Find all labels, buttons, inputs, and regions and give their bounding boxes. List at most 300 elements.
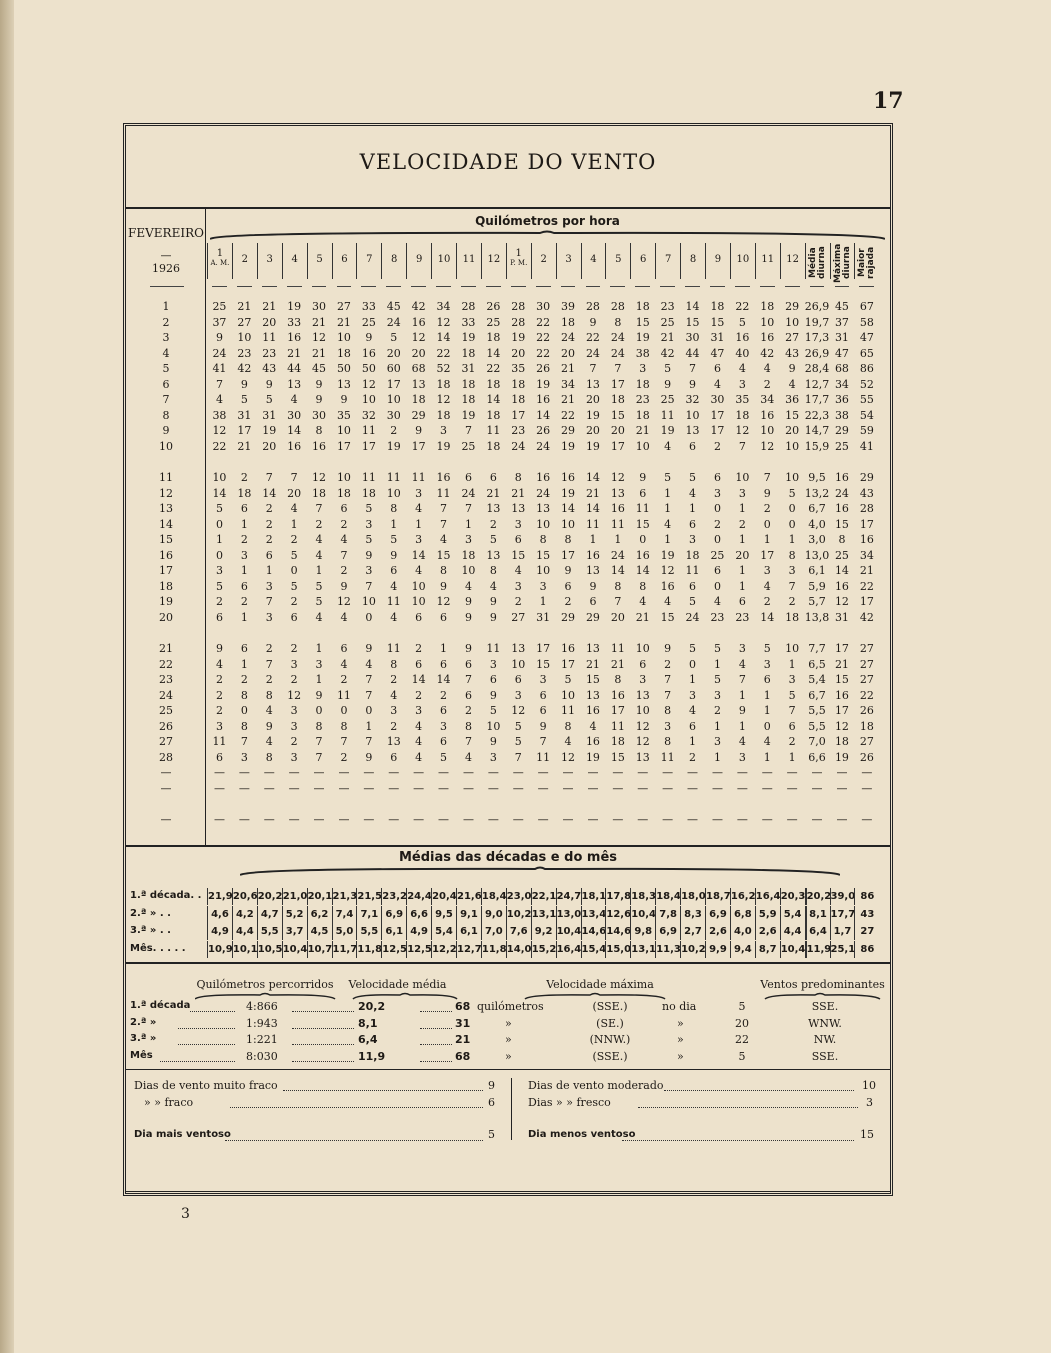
means-cell: 21,5 bbox=[356, 888, 381, 905]
table-cell: 60 bbox=[386, 362, 401, 375]
table-cell: — bbox=[338, 781, 350, 795]
summary-km: 1:943 bbox=[246, 1016, 278, 1030]
table-cell: 2 bbox=[713, 704, 721, 717]
table-cell: 35 bbox=[336, 408, 351, 422]
table-cell: — bbox=[836, 781, 848, 795]
table-cell: — bbox=[637, 766, 649, 779]
summary-max: 68 bbox=[455, 1000, 471, 1013]
table-cell: 16 bbox=[735, 331, 750, 344]
means-cell: 21,0 bbox=[282, 888, 307, 905]
table-cell: 19 bbox=[561, 439, 576, 453]
table-cell: 11 bbox=[386, 471, 401, 484]
means-cell: 20,3 bbox=[780, 888, 805, 905]
table-cell: 2 bbox=[415, 688, 423, 702]
table-cell: 2 bbox=[265, 517, 273, 531]
table-cell: 6 bbox=[265, 548, 273, 562]
table-cell: 4 bbox=[763, 735, 771, 748]
table-cell: 0 bbox=[788, 502, 796, 515]
table-cell: 21 bbox=[336, 315, 351, 329]
table-cell: 2 bbox=[340, 564, 348, 577]
header-dash bbox=[486, 286, 501, 288]
table-cell: — bbox=[263, 766, 275, 779]
table-cell: 7 bbox=[464, 502, 472, 515]
table-cell: 15 bbox=[685, 315, 700, 329]
table-cell: 8 bbox=[265, 750, 273, 764]
book-spine-edge bbox=[0, 0, 14, 1353]
day-label: 1 bbox=[162, 300, 170, 313]
table-cell: 6 bbox=[390, 564, 398, 577]
day-label: 3 bbox=[162, 331, 170, 344]
table-cell: 27 bbox=[859, 673, 874, 686]
table-cell: 6 bbox=[240, 502, 248, 515]
rule-bottom bbox=[126, 1191, 890, 1192]
day-label: 14 bbox=[159, 517, 173, 531]
table-cell: 11 bbox=[411, 471, 426, 484]
rule-days bbox=[126, 1069, 890, 1070]
table-cell: 29 bbox=[561, 424, 576, 437]
table-cell: 86 bbox=[859, 362, 874, 375]
dots bbox=[230, 1107, 483, 1108]
table-cell: 19,7 bbox=[804, 315, 830, 329]
table-cell: 17,3 bbox=[804, 331, 830, 344]
means-cell: 23,0 bbox=[506, 888, 531, 905]
rule-top bbox=[126, 207, 890, 209]
summary-unit: quilómetros bbox=[477, 1000, 544, 1013]
table-cell: 16 bbox=[536, 393, 551, 406]
table-cell: 8 bbox=[514, 471, 522, 484]
table-cell: 2 bbox=[415, 642, 423, 655]
table-cell: 7 bbox=[738, 673, 746, 686]
table-cell: 12,7 bbox=[804, 377, 830, 391]
table-cell: 13 bbox=[486, 548, 501, 562]
table-cell: 4 bbox=[415, 750, 423, 764]
hour-number: 11 bbox=[761, 254, 775, 265]
table-cell: — bbox=[711, 813, 723, 826]
table-cell: 30 bbox=[536, 300, 551, 313]
table-cell: 2 bbox=[215, 673, 223, 686]
table-cell: 2 bbox=[390, 673, 398, 686]
table-cell: 20 bbox=[585, 424, 600, 437]
means-cell: 11,8 bbox=[356, 941, 381, 958]
table-cell: 15 bbox=[635, 315, 650, 329]
table-cell: 8 bbox=[440, 564, 448, 577]
means-cell: 5,4 bbox=[780, 906, 805, 923]
table-cell: 13 bbox=[511, 502, 526, 515]
days-separator bbox=[511, 1078, 512, 1140]
table-cell: 2 bbox=[564, 595, 572, 608]
table-cell: 6 bbox=[240, 579, 248, 593]
table-cell: 11 bbox=[610, 517, 625, 531]
table-cell: 0 bbox=[340, 704, 348, 717]
table-cell: 2 bbox=[290, 735, 298, 748]
table-cell: 1 bbox=[763, 750, 771, 764]
table-cell: 10 bbox=[635, 704, 650, 717]
table-cell: 3 bbox=[215, 719, 223, 733]
table-cell: 2 bbox=[340, 517, 348, 531]
rule-summary bbox=[126, 962, 890, 964]
table-cell: 35 bbox=[735, 393, 750, 406]
hour-header-9 bbox=[431, 243, 456, 279]
means-cell: 2,6 bbox=[705, 923, 730, 940]
table-cell: 0 bbox=[763, 517, 771, 531]
table-cell: 1 bbox=[788, 750, 796, 764]
means-cell: 14,0 bbox=[506, 941, 531, 958]
table-cell: 19 bbox=[561, 486, 576, 500]
summary-media: 11,9 bbox=[358, 1049, 386, 1063]
table-cell: 19 bbox=[436, 439, 451, 453]
table-cell: 12 bbox=[436, 315, 451, 329]
means-cell: 16,4 bbox=[556, 941, 581, 958]
table-cell: 3 bbox=[365, 564, 373, 577]
dots bbox=[638, 1107, 858, 1108]
table-cell: 2 bbox=[215, 595, 223, 608]
header-dash bbox=[150, 286, 184, 288]
table-cell: 11 bbox=[386, 642, 401, 655]
means-cell: 7,1 bbox=[356, 906, 381, 923]
hour-number: 6 bbox=[640, 254, 647, 265]
summary-prevailing: SSE. bbox=[811, 1000, 839, 1013]
means-cell: 10,4 bbox=[282, 941, 307, 958]
table-cell: 13 bbox=[536, 502, 551, 515]
rule-means bbox=[126, 845, 890, 847]
table-cell: 1 bbox=[763, 688, 771, 702]
label-dia-mais-ventoso: Dia mais ventoso bbox=[134, 1129, 231, 1140]
table-cell: 0 bbox=[365, 704, 373, 717]
table-cell: 3 bbox=[215, 564, 223, 577]
means-cell: 14,6 bbox=[605, 923, 630, 940]
table-cell: 1 bbox=[539, 595, 547, 608]
table-cell: 5 bbox=[738, 315, 746, 329]
table-cell: 17 bbox=[710, 408, 725, 422]
table-cell: 3 bbox=[539, 673, 547, 686]
table-cell: 4 bbox=[415, 564, 423, 577]
table-cell: 21 bbox=[312, 315, 327, 329]
table-cell: — bbox=[462, 813, 474, 826]
table-cell: 6 bbox=[440, 735, 448, 748]
hour-number: 8 bbox=[391, 254, 398, 265]
means-cell: 2,7 bbox=[680, 923, 705, 940]
table-cell: 17 bbox=[859, 595, 874, 608]
table-cell: 3 bbox=[415, 533, 423, 546]
table-cell: 10 bbox=[386, 486, 401, 500]
table-cell: 2 bbox=[713, 517, 721, 531]
table-cell: 6 bbox=[713, 362, 721, 375]
table-cell: 3 bbox=[514, 579, 522, 593]
table-cell: 1 bbox=[713, 657, 721, 671]
table-cell: 10 bbox=[486, 719, 501, 733]
table-cell: 11 bbox=[610, 719, 625, 733]
means-cell: 13,4 bbox=[581, 906, 606, 923]
units-header: Quilómetros por hora bbox=[475, 214, 620, 228]
summary-max: 21 bbox=[455, 1033, 471, 1046]
table-cell: 12 bbox=[361, 377, 376, 391]
table-cell: 6 bbox=[713, 564, 721, 577]
summary-nodia: » bbox=[677, 1049, 684, 1063]
table-cell: 7 bbox=[440, 517, 448, 531]
table-cell: 9 bbox=[240, 377, 248, 391]
day-label: 28 bbox=[159, 750, 173, 764]
table-cell: 18 bbox=[336, 486, 351, 500]
day-label: 2 bbox=[162, 315, 170, 329]
table-cell: 15 bbox=[660, 610, 675, 624]
table-cell: 10 bbox=[511, 657, 526, 671]
day-label: 10 bbox=[159, 439, 173, 453]
table-cell: 24 bbox=[511, 439, 526, 453]
table-cell: 2 bbox=[713, 439, 721, 453]
table-cell: 2 bbox=[215, 688, 223, 702]
table-cell: 6 bbox=[440, 610, 448, 624]
table-cell: 10 bbox=[685, 408, 700, 422]
table-cell: 3 bbox=[738, 377, 746, 391]
table-cell: 21 bbox=[262, 300, 277, 313]
table-cell: 2 bbox=[265, 502, 273, 515]
table-cell: 34 bbox=[834, 377, 849, 391]
table-cell: 45 bbox=[834, 300, 849, 313]
summary-day: 22 bbox=[735, 1033, 749, 1046]
table-cell: 31 bbox=[536, 610, 551, 624]
table-cell: 5 bbox=[664, 471, 672, 484]
table-cell: — bbox=[313, 766, 325, 779]
table-cell: 20 bbox=[785, 424, 800, 437]
table-cell: 18 bbox=[461, 548, 476, 562]
means-cell: 4,5 bbox=[307, 923, 332, 940]
table-cell: 8 bbox=[315, 719, 323, 733]
table-cell: 22 bbox=[486, 362, 501, 375]
table-cell: 8 bbox=[614, 673, 622, 686]
table-cell: 18 bbox=[436, 377, 451, 391]
table-cell: 18 bbox=[486, 439, 501, 453]
hour-header-17 bbox=[630, 243, 655, 279]
table-cell: 4 bbox=[390, 579, 398, 593]
table-cell: 1 bbox=[365, 719, 373, 733]
table-cell: 33 bbox=[287, 315, 302, 329]
table-cell: 13 bbox=[411, 377, 426, 391]
means-cell: 14,6 bbox=[581, 923, 606, 940]
table-cell: 6 bbox=[440, 657, 448, 671]
means-cell: 9,0 bbox=[481, 906, 506, 923]
table-cell: 11 bbox=[561, 704, 576, 717]
header-dash bbox=[212, 286, 227, 288]
table-cell: 15 bbox=[511, 548, 526, 562]
table-cell: — bbox=[487, 813, 499, 826]
table-cell: — bbox=[736, 766, 748, 779]
table-cell: 4 bbox=[340, 610, 348, 624]
header-dash bbox=[337, 286, 352, 288]
day-label: 22 bbox=[159, 657, 173, 671]
means-cell: 10,7 bbox=[307, 941, 332, 958]
table-cell: 1 bbox=[738, 719, 746, 733]
table-cell: 19 bbox=[287, 300, 302, 313]
table-cell: 17 bbox=[561, 548, 576, 562]
table-cell: 16 bbox=[760, 331, 775, 344]
table-cell: 13 bbox=[585, 688, 600, 702]
summary-row-label: 1.ª década bbox=[130, 1000, 191, 1011]
table-cell: 2 bbox=[240, 533, 248, 546]
means-cell: 23,2 bbox=[381, 888, 406, 905]
table-cell: 7 bbox=[315, 750, 323, 764]
table-cell: 6 bbox=[689, 579, 697, 593]
summary-prevailing: SSE. bbox=[811, 1049, 839, 1063]
table-cell: — bbox=[587, 813, 599, 826]
table-cell: 12 bbox=[561, 750, 576, 764]
table-cell: 10 bbox=[735, 471, 750, 484]
table-cell: 4 bbox=[738, 735, 746, 748]
means-cell: 25,1 bbox=[830, 941, 855, 958]
means-cell: 9,1 bbox=[456, 906, 481, 923]
table-cell: 3 bbox=[539, 579, 547, 593]
table-cell: — bbox=[238, 813, 250, 826]
table-cell: 4 bbox=[689, 704, 697, 717]
table-cell: 6 bbox=[215, 610, 223, 624]
table-cell: 1 bbox=[738, 579, 746, 593]
table-cell: 22 bbox=[585, 331, 600, 344]
table-cell: 4 bbox=[415, 502, 423, 515]
table-cell: 17 bbox=[610, 377, 625, 391]
table-cell: — bbox=[512, 781, 524, 795]
table-cell: 9 bbox=[464, 595, 472, 608]
table-cell: 16 bbox=[834, 579, 849, 593]
table-cell: 8 bbox=[664, 704, 672, 717]
table-cell: 9 bbox=[390, 548, 398, 562]
table-cell: — bbox=[263, 813, 275, 826]
header-brace bbox=[210, 230, 885, 240]
table-cell: — bbox=[637, 813, 649, 826]
table-cell: 23 bbox=[262, 346, 277, 360]
table-cell: 35 bbox=[511, 362, 526, 375]
table-cell: 11 bbox=[585, 517, 600, 531]
means-cell: 4,9 bbox=[207, 923, 232, 940]
table-cell: 39 bbox=[561, 300, 576, 313]
table-cell: 6 bbox=[340, 502, 348, 515]
table-cell: 12 bbox=[212, 424, 227, 437]
hour-number: 4 bbox=[590, 254, 597, 265]
table-cell: 10 bbox=[411, 595, 426, 608]
hour-number: 7 bbox=[664, 254, 672, 265]
means-row-label: 3.ª » . . bbox=[130, 925, 171, 936]
table-cell: 5 bbox=[489, 533, 497, 546]
day-label: — bbox=[160, 781, 172, 795]
table-cell: 9 bbox=[664, 642, 672, 655]
table-cell: 14,7 bbox=[804, 424, 830, 437]
means-cell: 4,7 bbox=[257, 906, 282, 923]
table-cell: 10 bbox=[760, 315, 775, 329]
table-cell: 20 bbox=[735, 548, 750, 562]
day-label: 21 bbox=[159, 642, 173, 655]
table-cell: — bbox=[338, 766, 350, 779]
dots bbox=[178, 1028, 235, 1029]
table-cell: 5 bbox=[664, 362, 672, 375]
table-cell: 11 bbox=[361, 424, 376, 437]
table-cell: — bbox=[612, 766, 624, 779]
hour-header-3 bbox=[282, 243, 307, 279]
table-cell: 14 bbox=[287, 424, 302, 437]
table-cell: 3 bbox=[738, 750, 746, 764]
means-cell: 12,5 bbox=[406, 941, 431, 958]
table-cell: 7 bbox=[265, 595, 273, 608]
table-cell: 3 bbox=[265, 579, 273, 593]
table-cell: 6 bbox=[788, 719, 796, 733]
table-cell: 16 bbox=[287, 331, 302, 344]
summary-media: 6,4 bbox=[358, 1033, 378, 1046]
means-cell: 9,9 bbox=[705, 941, 730, 958]
table-cell: 3 bbox=[464, 533, 472, 546]
table-cell: 6,7 bbox=[808, 502, 826, 515]
table-cell: 12 bbox=[287, 688, 302, 702]
table-cell: 20 bbox=[386, 346, 401, 360]
table-cell: 42 bbox=[660, 346, 675, 360]
table-cell: 8 bbox=[664, 735, 672, 748]
table-cell: 7 bbox=[365, 579, 373, 593]
table-cell: — bbox=[487, 766, 499, 779]
table-cell: 21 bbox=[635, 610, 650, 624]
table-cell: 26 bbox=[486, 300, 501, 313]
table-cell: 3 bbox=[639, 673, 647, 686]
means-cell: 4,4 bbox=[780, 923, 805, 940]
table-cell: 2 bbox=[340, 750, 348, 764]
means-cell: 24,7 bbox=[556, 888, 581, 905]
day-label: 9 bbox=[162, 424, 170, 437]
dots bbox=[420, 1011, 452, 1012]
table-cell: 54 bbox=[859, 408, 874, 422]
table-cell: 1 bbox=[713, 750, 721, 764]
footer-mark: 3 bbox=[181, 1206, 190, 1222]
table-cell: 25 bbox=[660, 315, 675, 329]
table-cell: 45 bbox=[386, 300, 401, 313]
table-cell: 14 bbox=[486, 346, 501, 360]
table-cell: 19 bbox=[511, 331, 526, 344]
table-cell: 7 bbox=[365, 735, 373, 748]
table-cell: 10 bbox=[635, 642, 650, 655]
table-cell: 12 bbox=[735, 424, 750, 437]
table-cell: 26 bbox=[859, 704, 874, 717]
table-cell: 2 bbox=[763, 502, 771, 515]
table-cell: 6 bbox=[415, 610, 423, 624]
table-cell: 20 bbox=[610, 610, 625, 624]
table-cell: 21 bbox=[585, 486, 600, 500]
table-cell: 5 bbox=[290, 579, 298, 593]
table-cell: 4 bbox=[489, 579, 497, 593]
table-cell: 7 bbox=[315, 735, 323, 748]
table-cell: 44 bbox=[287, 362, 302, 375]
table-cell: 4 bbox=[713, 377, 721, 391]
table-cell: 1 bbox=[315, 642, 323, 655]
table-cell: — bbox=[462, 766, 474, 779]
means-cell: 12,2 bbox=[431, 941, 456, 958]
table-cell: — bbox=[512, 766, 524, 779]
means-cell: 12,6 bbox=[605, 906, 630, 923]
table-cell: 15 bbox=[536, 657, 551, 671]
label-moderado: Dias de vento moderado bbox=[528, 1079, 664, 1092]
table-cell: 17 bbox=[561, 657, 576, 671]
table-cell: 37 bbox=[212, 315, 227, 329]
table-cell: 18 bbox=[486, 377, 501, 391]
hour-number: 2 bbox=[241, 254, 249, 265]
table-cell: — bbox=[587, 781, 599, 795]
table-cell: 18 bbox=[735, 408, 750, 422]
table-cell: 2 bbox=[390, 719, 398, 733]
summary-header-max: Velocidade máxima bbox=[546, 978, 654, 991]
table-cell: — bbox=[288, 813, 300, 826]
means-cell: 10,1 bbox=[232, 941, 257, 958]
means-cell: 86 bbox=[854, 888, 879, 905]
table-cell: 37 bbox=[834, 315, 849, 329]
header-dash bbox=[411, 286, 426, 288]
table-cell: 6 bbox=[689, 517, 697, 531]
table-cell: 3 bbox=[713, 688, 721, 702]
table-cell: 3 bbox=[788, 673, 796, 686]
table-cell: 6 bbox=[464, 657, 472, 671]
summary-header-braces bbox=[195, 992, 885, 1000]
